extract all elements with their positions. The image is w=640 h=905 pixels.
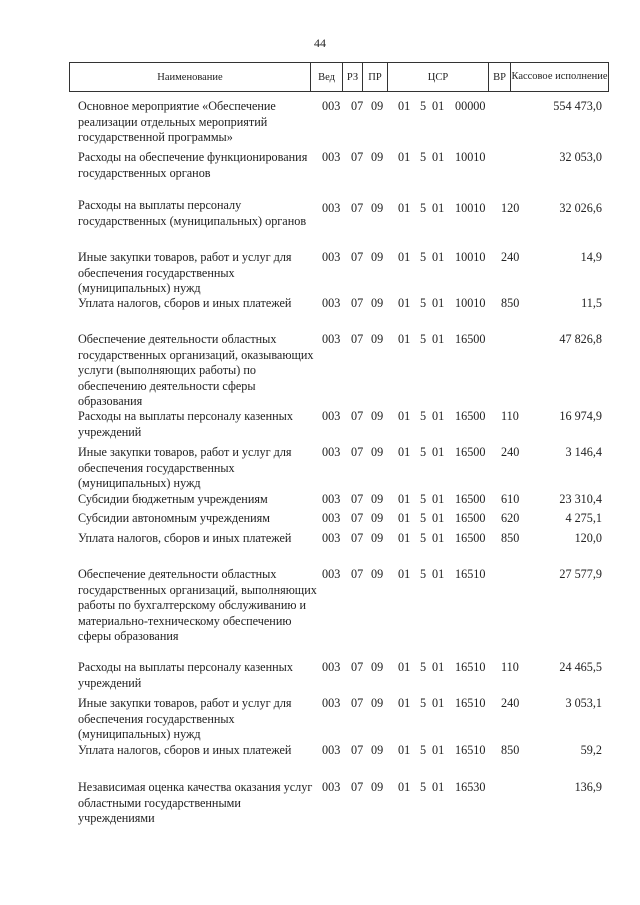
row-csr-event: 01: [432, 445, 445, 459]
row-name: Расходы на выплаты персоналу казенных учреждений: [78, 409, 293, 439]
header-rz: РЗ: [343, 63, 363, 91]
row-pr: 09: [371, 492, 384, 506]
row-csr-event: 01: [432, 296, 445, 310]
row-csr-program: 01: [398, 743, 411, 757]
row-pr: 09: [371, 531, 384, 545]
row-vr: 240: [501, 250, 520, 264]
row-csr-subprogram: 5: [420, 250, 427, 264]
row-rz: 07: [351, 492, 364, 506]
row-sum: 136,9: [574, 780, 602, 794]
row-rz: 07: [351, 296, 364, 310]
row-vr: 610: [501, 492, 520, 506]
header-vr: ВР: [489, 63, 511, 91]
row-name: Иные закупки товаров, работ и услуг для обеспечения государственных (муниципальных) нужд: [78, 445, 292, 491]
row-csr-subprogram: 5: [420, 531, 427, 545]
row-csr-event: 01: [432, 531, 445, 545]
row-csr-program: 01: [398, 99, 411, 113]
header-csr: ЦСР: [388, 63, 489, 91]
row-pr: 09: [371, 567, 384, 581]
row-name: Расходы на выплаты персоналу казенных учреждений: [78, 660, 293, 690]
row-csr-direction: 16500: [455, 409, 486, 423]
row-csr-event: 01: [432, 567, 445, 581]
row-rz: 07: [351, 696, 364, 710]
row-ved: 003: [322, 409, 341, 423]
row-sum: 3 053,1: [565, 696, 602, 710]
row-rz: 07: [351, 660, 364, 674]
row-name: Независимая оценка качества оказания услуг областными государственными учреждениями: [78, 780, 313, 826]
row-pr: 09: [371, 150, 384, 164]
row-ved: 003: [322, 250, 341, 264]
row-csr-direction: 10010: [455, 150, 486, 164]
row-csr-subprogram: 5: [420, 780, 427, 794]
row-csr-direction: 16510: [455, 660, 486, 674]
row-csr-subprogram: 5: [420, 743, 427, 757]
row-sum: 32 026,6: [559, 201, 602, 215]
row-vr: 850: [501, 743, 520, 757]
row-name: Иные закупки товаров, работ и услуг для обеспечения государственных (муниципальных) нужд: [78, 696, 292, 742]
row-pr: 09: [371, 743, 384, 757]
row-ved: 003: [322, 743, 341, 757]
row-sum: 4 275,1: [565, 511, 602, 525]
row-csr-program: 01: [398, 511, 411, 525]
header-ved: Вед: [311, 63, 343, 91]
row-ved: 003: [322, 696, 341, 710]
row-csr-program: 01: [398, 332, 411, 346]
row-name: Иные закупки товаров, работ и услуг для обеспечения государственных (муниципальных) нужд: [78, 250, 292, 296]
row-csr-event: 01: [432, 780, 445, 794]
row-csr-program: 01: [398, 445, 411, 459]
row-csr-program: 01: [398, 696, 411, 710]
row-csr-program: 01: [398, 531, 411, 545]
row-csr-subprogram: 5: [420, 201, 427, 215]
row-vr: 850: [501, 531, 520, 545]
row-csr-event: 01: [432, 332, 445, 346]
row-ved: 003: [322, 567, 341, 581]
row-csr-subprogram: 5: [420, 567, 427, 581]
row-csr-subprogram: 5: [420, 332, 427, 346]
row-vr: 620: [501, 511, 520, 525]
row-csr-event: 01: [432, 150, 445, 164]
row-name: Уплата налогов, сборов и иных платежей: [78, 743, 292, 757]
row-sum: 24 465,5: [559, 660, 602, 674]
row-pr: 09: [371, 250, 384, 264]
row-ved: 003: [322, 511, 341, 525]
row-pr: 09: [371, 696, 384, 710]
row-rz: 07: [351, 99, 364, 113]
page-number: 44: [314, 36, 326, 50]
row-csr-direction: 16530: [455, 780, 486, 794]
row-vr: 120: [501, 201, 520, 215]
row-csr-event: 01: [432, 250, 445, 264]
row-csr-direction: 00000: [455, 99, 486, 113]
row-csr-event: 01: [432, 511, 445, 525]
row-sum: 16 974,9: [559, 409, 602, 423]
row-ved: 003: [322, 201, 341, 215]
row-csr-direction: 10010: [455, 296, 486, 310]
row-sum: 120,0: [574, 531, 602, 545]
row-vr: 110: [501, 660, 519, 674]
row-csr-subprogram: 5: [420, 99, 427, 113]
row-csr-direction: 16500: [455, 445, 486, 459]
row-pr: 09: [371, 201, 384, 215]
row-csr-program: 01: [398, 660, 411, 674]
row-csr-program: 01: [398, 409, 411, 423]
header-pr: ПР: [363, 63, 388, 91]
row-csr-program: 01: [398, 492, 411, 506]
row-ved: 003: [322, 99, 341, 113]
row-pr: 09: [371, 660, 384, 674]
row-name: Расходы на выплаты персоналу государственных (муниципальных) органов: [78, 198, 307, 228]
row-csr-subprogram: 5: [420, 511, 427, 525]
row-csr-subprogram: 5: [420, 150, 427, 164]
row-csr-event: 01: [432, 409, 445, 423]
row-csr-event: 01: [432, 660, 445, 674]
row-csr-direction: 16500: [455, 332, 486, 346]
row-vr: 110: [501, 409, 519, 423]
row-sum: 32 053,0: [559, 150, 602, 164]
row-csr-event: 01: [432, 201, 445, 215]
row-ved: 003: [322, 296, 341, 310]
row-rz: 07: [351, 531, 364, 545]
row-pr: 09: [371, 445, 384, 459]
row-sum: 23 310,4: [559, 492, 602, 506]
row-pr: 09: [371, 409, 384, 423]
row-csr-program: 01: [398, 201, 411, 215]
row-pr: 09: [371, 296, 384, 310]
row-csr-subprogram: 5: [420, 660, 427, 674]
row-pr: 09: [371, 511, 384, 525]
row-name: Обеспечение деятельности областных государственных организаций, выполняющих работы по бухгалтерскому обслуживанию и материально-техническому обеспечению сферы образования: [78, 567, 317, 644]
row-rz: 07: [351, 743, 364, 757]
row-name: Основное мероприятие «Обеспечение реализации отдельных мероприятий государственной программы»: [78, 99, 276, 145]
row-csr-direction: 10010: [455, 201, 486, 215]
row-rz: 07: [351, 150, 364, 164]
row-csr-program: 01: [398, 296, 411, 310]
row-ved: 003: [322, 492, 341, 506]
row-sum: 11,5: [581, 296, 602, 310]
row-pr: 09: [371, 780, 384, 794]
row-rz: 07: [351, 445, 364, 459]
row-csr-program: 01: [398, 150, 411, 164]
row-csr-direction: 16510: [455, 567, 486, 581]
row-csr-direction: 10010: [455, 250, 486, 264]
row-rz: 07: [351, 511, 364, 525]
row-sum: 59,2: [580, 743, 602, 757]
row-rz: 07: [351, 332, 364, 346]
row-name: Уплата налогов, сборов и иных платежей: [78, 531, 292, 545]
row-ved: 003: [322, 150, 341, 164]
row-pr: 09: [371, 332, 384, 346]
row-ved: 003: [322, 660, 341, 674]
row-rz: 07: [351, 250, 364, 264]
row-csr-direction: 16510: [455, 743, 486, 757]
header-sum: Кассовое исполнение: [511, 71, 608, 82]
row-sum: 554 473,0: [553, 99, 602, 113]
row-csr-subprogram: 5: [420, 696, 427, 710]
row-ved: 003: [322, 332, 341, 346]
row-sum: 3 146,4: [565, 445, 602, 459]
row-rz: 07: [351, 201, 364, 215]
row-csr-program: 01: [398, 567, 411, 581]
row-csr-subprogram: 5: [420, 296, 427, 310]
row-sum: 47 826,8: [559, 332, 602, 346]
row-ved: 003: [322, 445, 341, 459]
row-csr-event: 01: [432, 696, 445, 710]
row-name: Расходы на обеспечение функционирования государственных органов: [78, 150, 308, 180]
row-csr-direction: 16500: [455, 511, 486, 525]
row-vr: 850: [501, 296, 520, 310]
row-ved: 003: [322, 780, 341, 794]
row-csr-direction: 16500: [455, 492, 486, 506]
row-name: Субсидии бюджетным учреждениям: [78, 492, 268, 506]
row-sum: 27 577,9: [559, 567, 602, 581]
row-csr-event: 01: [432, 99, 445, 113]
row-rz: 07: [351, 567, 364, 581]
row-ved: 003: [322, 531, 341, 545]
row-csr-event: 01: [432, 492, 445, 506]
row-vr: 240: [501, 445, 520, 459]
row-csr-direction: 16500: [455, 531, 486, 545]
row-rz: 07: [351, 409, 364, 423]
row-csr-event: 01: [432, 743, 445, 757]
row-name: Уплата налогов, сборов и иных платежей: [78, 296, 292, 310]
row-vr: 240: [501, 696, 520, 710]
row-csr-subprogram: 5: [420, 445, 427, 459]
row-name: Субсидии автономным учреждениям: [78, 511, 270, 525]
header-name: Наименование: [70, 63, 311, 91]
row-csr-subprogram: 5: [420, 492, 427, 506]
row-rz: 07: [351, 780, 364, 794]
row-name: Обеспечение деятельности областных государственных организаций, оказывающих услуги (выполняющих работы) по обеспечению деятельности сферы образования: [78, 332, 314, 409]
row-csr-direction: 16510: [455, 696, 486, 710]
row-csr-program: 01: [398, 780, 411, 794]
row-sum: 14,9: [580, 250, 602, 264]
table-header: [69, 62, 609, 92]
row-csr-program: 01: [398, 250, 411, 264]
row-csr-subprogram: 5: [420, 409, 427, 423]
row-pr: 09: [371, 99, 384, 113]
